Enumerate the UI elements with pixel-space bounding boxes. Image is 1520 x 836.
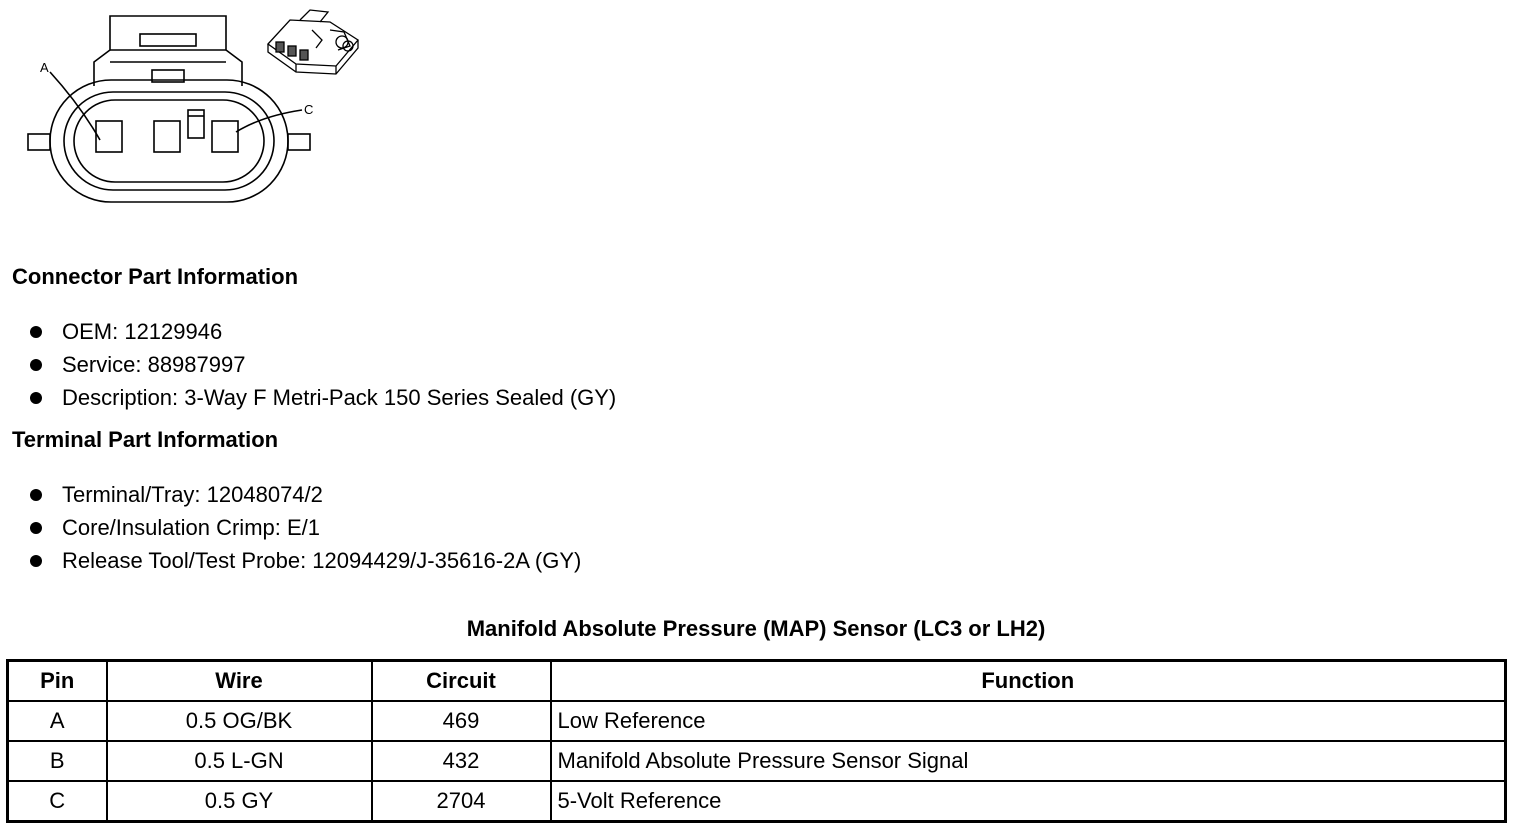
cell-pin: C	[8, 781, 107, 822]
pin-label-c: C	[304, 102, 314, 117]
bullet-icon	[30, 489, 42, 501]
bullet-icon	[30, 392, 42, 404]
cell-pin: B	[8, 741, 107, 781]
list-item: Core/Insulation Crimp: E/1	[0, 511, 581, 544]
table-row	[8, 741, 1506, 781]
cell-function: Manifold Absolute Pressure Sensor Signal	[551, 741, 1506, 781]
cell-pin: A	[8, 701, 107, 741]
cell-wire: 0.5 OG/BK	[107, 701, 372, 741]
connector-key	[188, 110, 204, 138]
bullet-icon	[30, 359, 42, 371]
cell-wire: 0.5 GY	[107, 781, 372, 822]
cavity-c	[212, 121, 238, 152]
table-row	[8, 781, 1506, 822]
connector-diagram	[0, 0, 380, 220]
cavity-b	[154, 121, 180, 152]
header-function: Function	[551, 661, 1506, 702]
list-item: Description: 3-Way F Metri-Pack 150 Series Sealed (GY)	[0, 381, 616, 414]
cell-circuit: 469	[372, 701, 551, 741]
cell-circuit: 432	[372, 741, 551, 781]
list-item: Terminal/Tray: 12048074/2	[0, 478, 581, 511]
connector-isometric-sketch	[268, 10, 358, 74]
list-item: OEM: 12129946	[0, 315, 616, 348]
terminal-part-info-list	[0, 478, 581, 577]
header-circuit: Circuit	[372, 661, 551, 702]
cell-function: 5-Volt Reference	[551, 781, 1506, 822]
bullet-icon	[30, 555, 42, 567]
pin-table	[6, 659, 1507, 823]
connector-latch-housing	[94, 16, 242, 86]
header-pin: Pin	[8, 661, 107, 702]
cavity-a	[96, 121, 122, 152]
connector-part-info-heading: Connector Part Information	[12, 264, 299, 289]
connector-left-tab	[28, 134, 50, 150]
bullet-icon	[30, 522, 42, 534]
pin-table-title: Manifold Absolute Pressure (MAP) Sensor (LC3 or LH2)	[466, 616, 1046, 641]
cell-wire: 0.5 L-GN	[107, 741, 372, 781]
cell-function: Low Reference	[551, 701, 1506, 741]
pin-label-a: A	[40, 60, 49, 75]
terminal-part-info-heading: Terminal Part Information	[12, 427, 279, 452]
table-header-row	[8, 661, 1506, 702]
list-item: Service: 88987997	[0, 348, 616, 381]
header-wire: Wire	[107, 661, 372, 702]
connector-right-tab	[288, 134, 310, 150]
list-item: Release Tool/Test Probe: 12094429/J-35616-2A (GY)	[0, 544, 581, 577]
table-row	[8, 701, 1506, 741]
bullet-icon	[30, 326, 42, 338]
leader-line-c	[236, 110, 302, 132]
cell-circuit: 2704	[372, 781, 551, 822]
connector-part-info-list	[0, 315, 616, 414]
connector-outer-body	[50, 80, 288, 202]
